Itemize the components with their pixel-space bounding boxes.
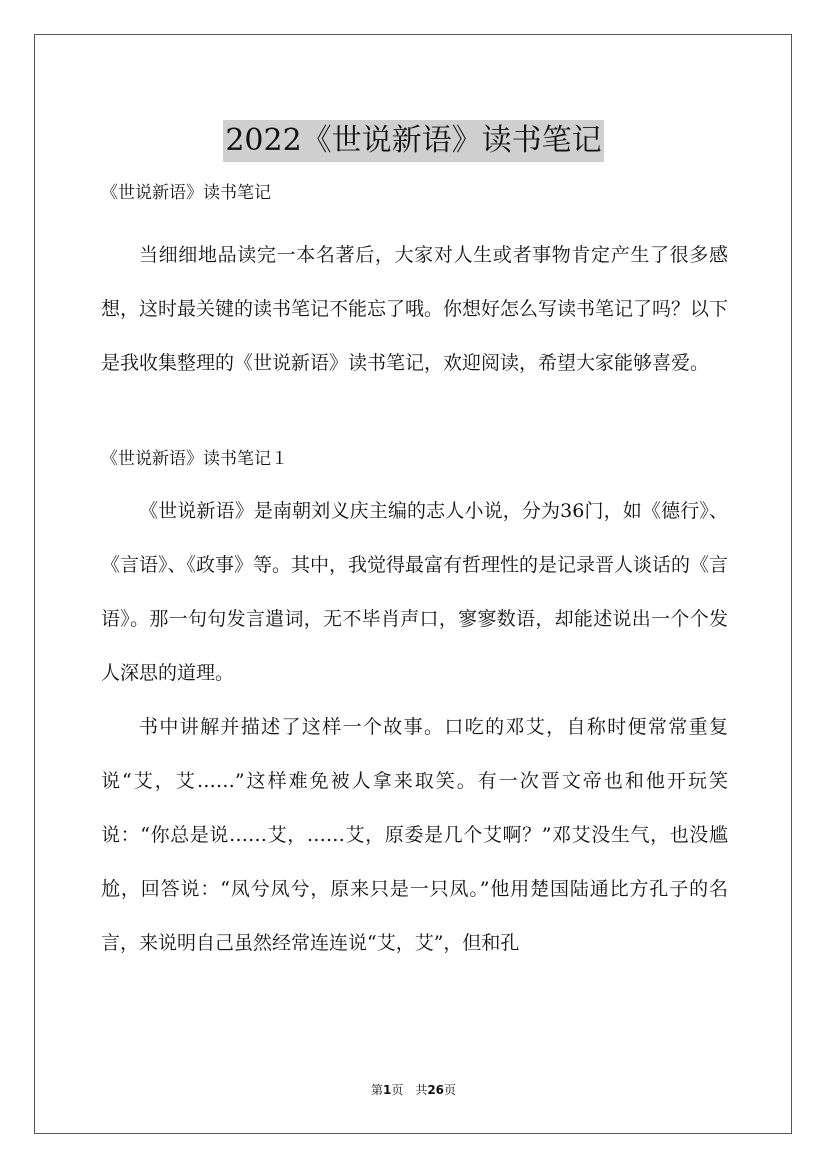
document-title: 2022《世说新语》读书笔记 xyxy=(223,120,603,162)
title-container xyxy=(0,100,827,182)
section1-paragraph-1: 《世说新语》是南朝刘义庆主编的志人小说，分为36门，如《德行》、《言语》、《政事》等。其中，我觉得最富有哲理性的是记录晋人谈话的《言语》。那一句句发言遣词，无不毕肖声口，寥寥数语，却能述说出一个个发人深思的道理。 xyxy=(101,500,729,684)
section1-heading: 《世说新语》读书笔记１ xyxy=(101,449,288,469)
section1-paragraph-2: 书中讲解并描述了这样一个故事。口吃的邓艾，自称时便常常重复说“艾，艾……”这样难免被人拿来取笑。有一次晋文帝也和他开玩笑说：“你总是说……艾，……艾，原委是几个艾啊？”邓艾没生气，也没尴尬，回答说：“凤兮凤兮，原来只是一只凤。”他用楚国陆通比方孔子的名言，来说明自己虽然经常连连说“艾，艾”，但和孔 xyxy=(101,716,728,954)
intro-heading: 《世说新语》读书笔记 xyxy=(101,183,271,203)
footer-page-suffix: 页 共 xyxy=(391,1083,428,1097)
footer-total-suffix: 页 xyxy=(444,1083,457,1097)
document-body xyxy=(101,172,728,970)
footer-page-prefix: 第 xyxy=(370,1083,383,1097)
page-footer xyxy=(0,1080,827,1100)
footer-total-pages: 26 xyxy=(427,1083,445,1097)
intro-paragraph: 当细细地品读完一本名著后，大家对人生或者事物肯定产生了很多感想，这时最关键的读书笔记不能忘了哦。你想好怎么写读书笔记了吗？以下是我收集整理的《世说新语》读书笔记，欢迎阅读，希望大家能够喜爱。 xyxy=(101,244,729,374)
footer-page-number: 1 xyxy=(382,1083,392,1097)
